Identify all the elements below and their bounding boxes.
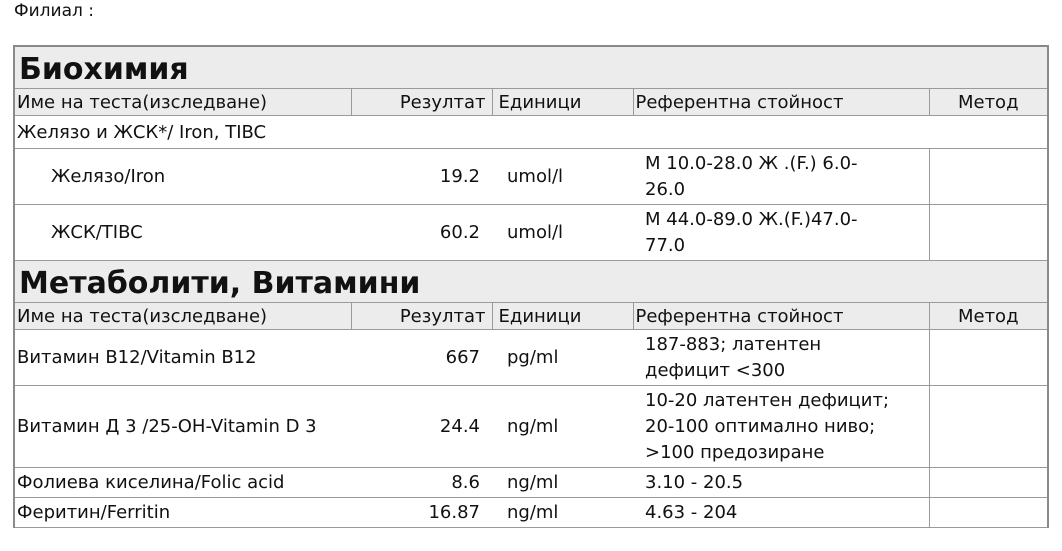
- reference-line: 77.0: [645, 234, 686, 256]
- test-units: ng/ml: [492, 498, 633, 528]
- test-units: pg/ml: [492, 330, 633, 386]
- lab-report: [13, 45, 1049, 528]
- test-method: [929, 149, 1047, 205]
- section-title-biochemistry: Биохимия: [15, 47, 1047, 89]
- header-reference: Референтна стойност: [633, 303, 929, 330]
- test-reference: [633, 386, 929, 468]
- header-result: Резултат: [351, 89, 492, 116]
- test-result: 19.2: [351, 149, 492, 205]
- test-method: [929, 330, 1047, 386]
- test-method: [929, 468, 1047, 498]
- reference-line: >100 предозиране: [645, 441, 825, 463]
- test-method: [929, 498, 1047, 528]
- table-row: [15, 386, 1047, 468]
- section-title-metabolites-vitamins: Метаболити, Витамини: [15, 261, 1047, 303]
- test-result: 60.2: [351, 205, 492, 261]
- test-units: ng/ml: [492, 386, 633, 468]
- results-table-metabolites: [15, 303, 1047, 528]
- test-method: [929, 205, 1047, 261]
- group-label-iron-tibc: Желязо и ЖСК*/ Iron, TIBC: [15, 116, 1047, 149]
- header-test-name: Име на теста(изследване): [15, 303, 351, 330]
- test-name: Витамин Д 3 /25-OH-Vitamin D 3: [15, 386, 351, 468]
- reference-line: 20-100 оптимално ниво;: [645, 415, 876, 437]
- test-reference: [633, 330, 929, 386]
- table-row: [15, 330, 1047, 386]
- test-units: umol/l: [492, 149, 633, 205]
- header-method: Метод: [929, 303, 1047, 330]
- test-name: Желязо/Iron: [15, 149, 351, 205]
- table-row: [15, 205, 1047, 261]
- test-result: 24.4: [351, 386, 492, 468]
- test-reference: [633, 498, 929, 528]
- reference-line: 187-883; латентен: [645, 333, 822, 355]
- table-row: [15, 149, 1047, 205]
- test-units: umol/l: [492, 205, 633, 261]
- test-units: ng/ml: [492, 468, 633, 498]
- test-method: [929, 386, 1047, 468]
- table-header: [15, 89, 1047, 116]
- header-test-name: Име на теста(изследване): [15, 89, 351, 116]
- header-units: Единици: [492, 303, 633, 330]
- filial-label: Филиал :: [14, 1, 95, 21]
- reference-line: М 10.0-28.0 Ж .(F.) 6.0-: [645, 152, 858, 174]
- table-header: [15, 303, 1047, 330]
- test-name: ЖСК/TIBC: [15, 205, 351, 261]
- table-row: [15, 498, 1047, 528]
- reference-line: 26.0: [645, 178, 686, 200]
- test-result: 16.87: [351, 498, 492, 528]
- reference-line: 4.63 - 204: [645, 501, 738, 523]
- results-table-biochemistry: [15, 89, 1047, 261]
- reference-line: М 44.0-89.0 Ж.(F.)47.0-: [645, 208, 858, 230]
- test-name: Феритин/Ferritin: [15, 498, 351, 528]
- test-name: Фолиева киселина/Folic acid: [15, 468, 351, 498]
- reference-line: 3.10 - 20.5: [645, 471, 744, 493]
- header-units: Единици: [492, 89, 633, 116]
- test-reference: [633, 149, 929, 205]
- reference-line: дефицит <300: [645, 359, 786, 381]
- test-result: 8.6: [351, 468, 492, 498]
- test-name: Витамин B12/Vitamin B12: [15, 330, 351, 386]
- header-reference: Референтна стойност: [633, 89, 929, 116]
- reference-line: 10-20 латентен дефицит;: [645, 389, 890, 411]
- table-row: [15, 468, 1047, 498]
- test-reference: [633, 468, 929, 498]
- header-result: Резултат: [351, 303, 492, 330]
- test-reference: [633, 205, 929, 261]
- header-method: Метод: [929, 89, 1047, 116]
- group-row: [15, 116, 1047, 149]
- test-result: 667: [351, 330, 492, 386]
